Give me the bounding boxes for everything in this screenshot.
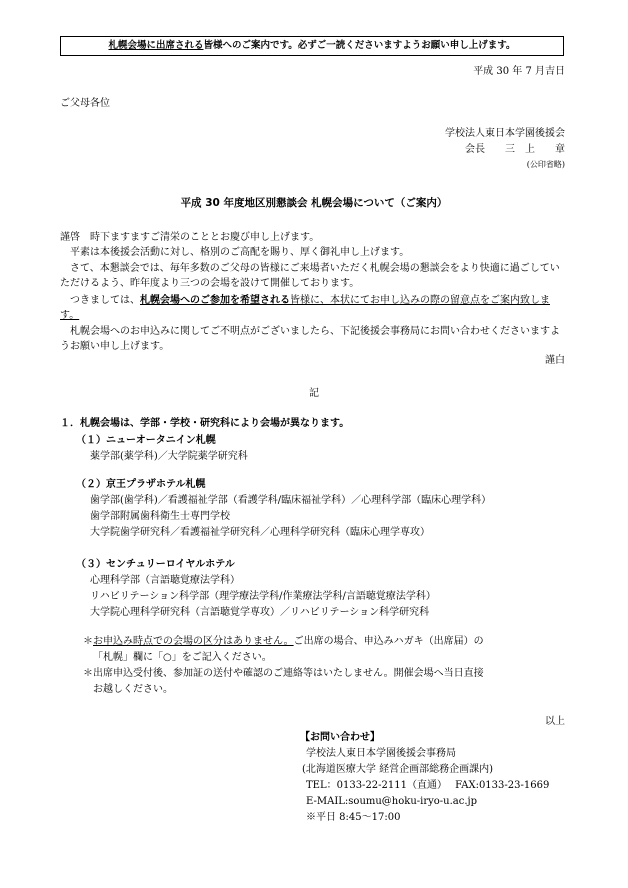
body-p3: さて、本懇談会では、毎年多数のご父母の皆様にご来場者いただく札幌会場の懇談会をより快適に過ごしていただけるよう、昨年度より三つの会場を設けて開催しております。 [60,263,560,289]
note-2-line-1: ＊出席申込受付後、参加証の送付や確認のご連絡等はいたしません。開催会場へ当日直接 [83,668,484,679]
seal-note: (公印省略) [526,160,565,169]
sender-org: 学校法人東日本学園後援会 [445,128,565,139]
note-1-rest: ご出席の場合、申込みハガキ（出席届）の [293,636,484,647]
note-1-underlined: お申込み時点での会場の区分はありません。 [93,636,294,647]
contact-line-1: 学校法人東日本学園後援会事務局 [306,748,456,759]
body-p4-a: つきましては、 [70,295,140,306]
document-title: 平成 30 年度地区別懇談会 札幌会場について（ご案内） [180,197,448,209]
recipient: ご父母各位 [60,98,110,109]
venue-2-name: （２）京王プラザホテル札幌 [76,479,206,490]
note-1-mark: ＊ [83,636,93,647]
venue-3-line-3: 大学院心理科学研究科（言語聴覚学専攻）／リハビリテーション科学研究科 [90,607,430,618]
body-p4 [60,293,566,323]
body-p1: 謹啓 時下ますますご清栄のこととお慶び申し上げます。 [60,232,320,243]
notice-underlined: 札幌会場に出席される [108,40,204,51]
ki-marker: 記 [309,388,319,399]
venue-2-line-2: 歯学部附属歯科衛生士専門学校 [90,511,230,522]
closing-kinpaku: 謹白 [545,355,565,366]
issue-date: 平成 30 年 7 月吉日 [473,66,565,77]
ijou-closing: 以上 [545,716,565,727]
note-1-line-2: 「札幌」欄に「○」をご記入ください。 [93,652,272,663]
section1-heading: １．札幌会場は、学部・学校・研究科により会場が異なります。 [60,418,350,429]
body-p2: 平素は本後援会活動に対し、格別のご高配を賜り、厚く御礼申し上げます。 [70,247,410,258]
contact-email: E-MAIL:soumu@hoku-iryo-u.ac.jp [306,796,478,807]
contact-tel-fax: TEL：0133-22-2111（直通） FAX:0133-23-1669 [306,780,550,791]
venue-2-line-1: 歯学部(歯学科)／看護福祉学部（看護学科/臨床福祉学科）／心理科学部（臨床心理学科） [90,495,492,506]
notice-banner [60,36,564,56]
sender-title: 会長 三 上 章 [465,144,565,155]
note-2-line-2: お越しください。 [93,684,173,695]
venue-1-line-1: 薬学部(薬学科)／大学院薬学研究科 [90,451,248,462]
venue-3-line-2: リハビリテーション科学部（理学療法学科/作業療法学科/言語聴覚療法学科） [90,591,436,602]
contact-heading: 【お問い合わせ】 [300,732,380,743]
contact-line-2: (北海道医療大学 経営企画部総務企画課内) [302,764,493,775]
venue-1-name: （１）ニューオータニイン札幌 [76,435,216,446]
venue-2-line-3: 大学院歯学研究科／看護福祉学研究科／心理科学研究科（臨床心理学専攻） [90,527,430,538]
contact-hours: ※平日 8:45～17:00 [306,812,401,823]
body-p5: 札幌会場へのお申込みに関してご不明点がございましたら、下記後援会事務局にお問い合わせくださいますようお願い申し上げます。 [60,326,560,352]
note-1 [83,636,484,648]
venue-3-name: （３）センチュリーロイヤルホテル [76,559,235,570]
notice-text: 皆様へのご案内です。必ずご一読くださいますようお願い申し上げます。 [203,40,516,51]
body-p4-bold: 札幌会場へのご参加を希望される [140,295,290,306]
venue-3-line-1: 心理科学部（言語聴覚療法学科） [90,575,240,586]
body-p4-underlined: 皆様に、本状にてお申し込みの際の留意点をご案内致します。 [60,295,550,321]
